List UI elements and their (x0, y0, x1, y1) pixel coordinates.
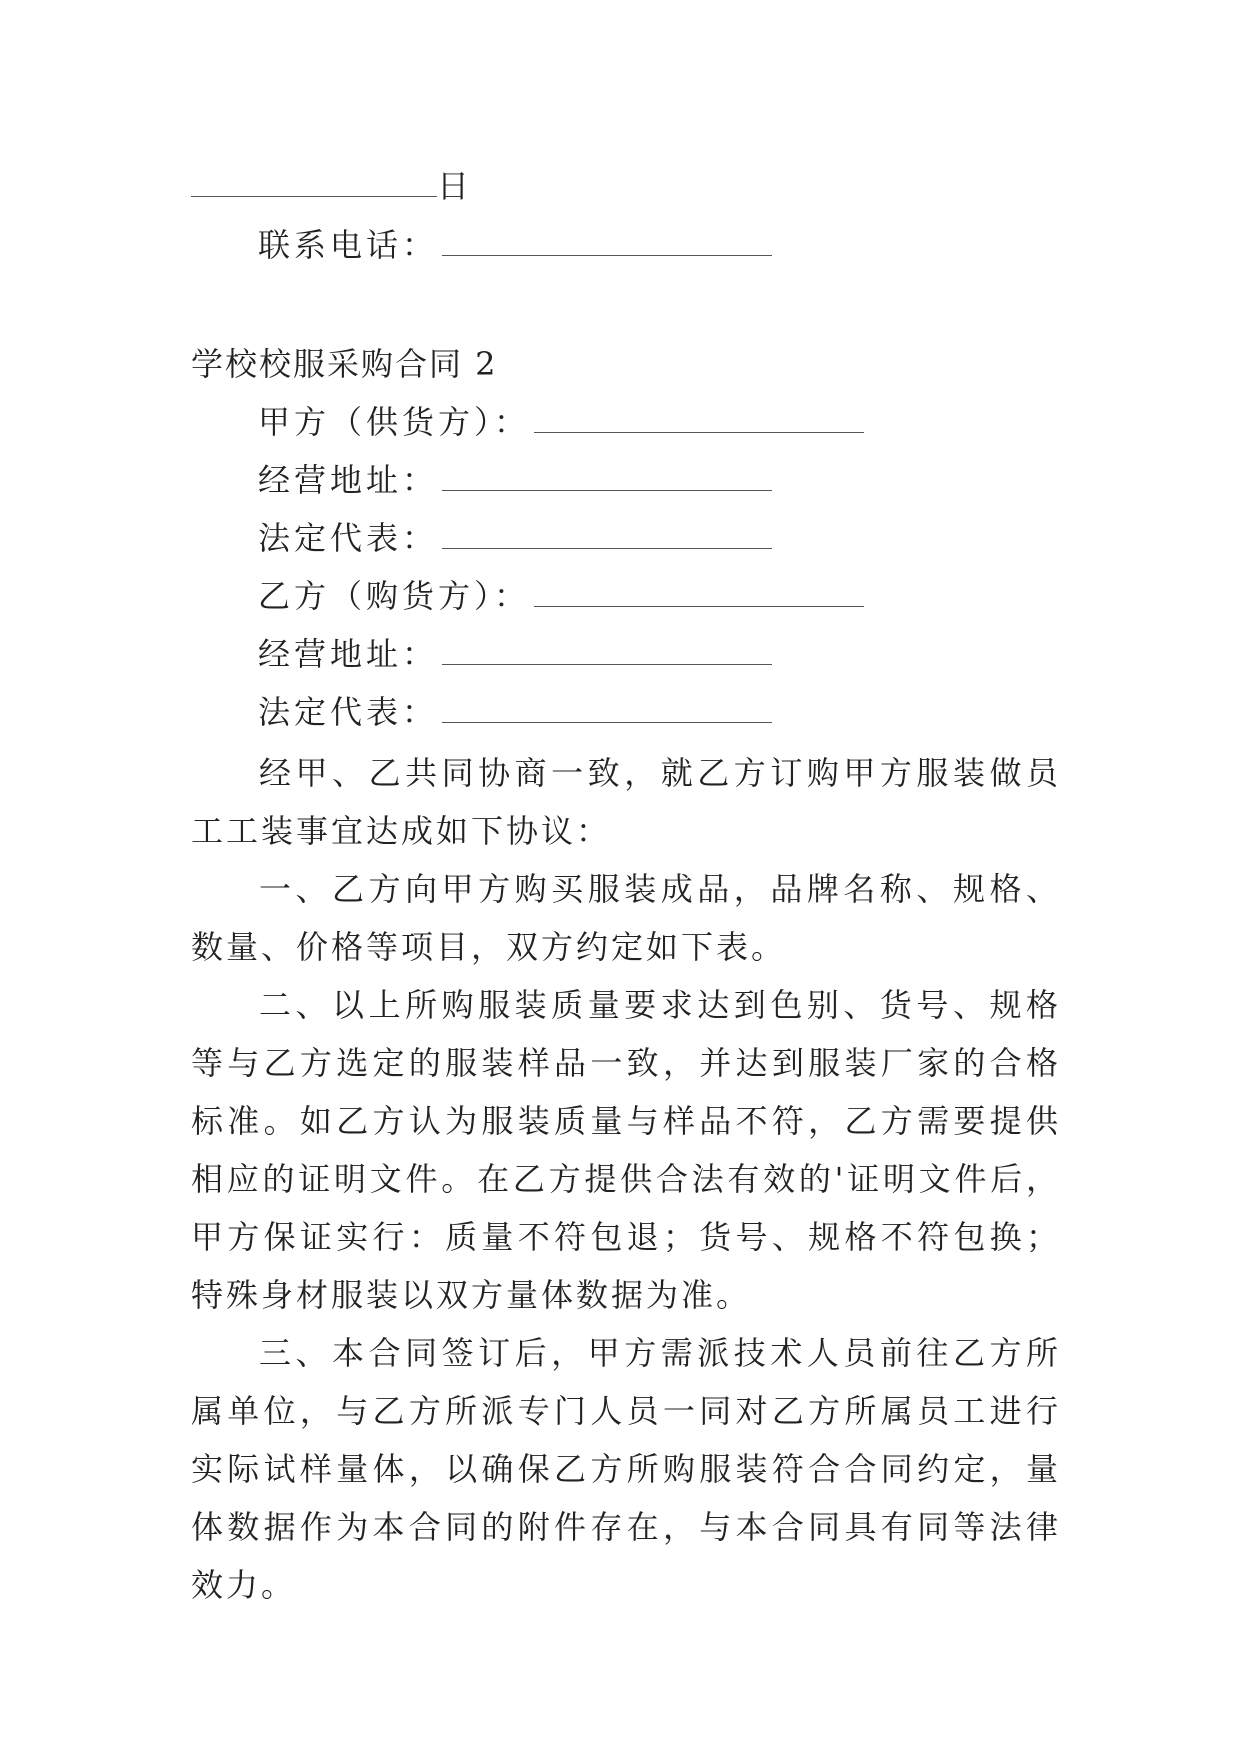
party-b-rep-label: 法定代表： (258, 693, 439, 731)
party-a-rep-label: 法定代表： (258, 519, 439, 557)
phone-blank (442, 227, 772, 256)
party-b-blank (534, 578, 864, 607)
date-line (191, 166, 473, 206)
phone-line (258, 225, 772, 265)
party-a-line (258, 402, 864, 442)
date-blank (191, 168, 437, 197)
paragraph-clause-2: 二、以上所购服装质量要求达到色别、货号、规格等与乙方选定的服装样品一致，并达到服装厂家的合格标准。如乙方认为服装质量与样品不符，乙方需要提供相应的证明文件。在乙方提供合法有效的'证明文件后，甲方保证实行：质量不符包退；货号、规格不符包换；特殊身材服装以双方量体数据为准。 (191, 986, 1061, 1314)
party-a-rep-blank (442, 520, 772, 549)
party-b-rep-line (258, 692, 772, 732)
party-b-address-blank (442, 636, 772, 665)
party-b-address-label: 经营地址： (258, 635, 439, 673)
party-a-rep-line (258, 518, 772, 558)
contract-title: 学校校服采购合同 2 (191, 345, 498, 383)
party-a-label: 甲方（供货方）： (258, 403, 531, 441)
phone-label: 联系电话： (258, 226, 439, 264)
paragraph-clause-3: 三、本合同签订后，甲方需派技术人员前往乙方所属单位，与乙方所派专门人员一同对乙方所属员工进行实际试样量体，以确保乙方所购服装符合合同约定，量体数据作为本合同的附件存在，与本合同具有同等法律效力。 (191, 1334, 1061, 1604)
party-b-address-line (258, 634, 772, 674)
party-b-label: 乙方（购货方）： (258, 577, 531, 615)
party-a-blank (534, 404, 864, 433)
party-a-address-blank (442, 462, 772, 491)
paragraph-clause-1: 一、乙方向甲方购买服装成品，品牌名称、规格、数量、价格等项目，双方约定如下表。 (191, 870, 1061, 966)
party-a-address-label: 经营地址： (258, 461, 439, 499)
party-b-line (258, 576, 864, 616)
party-b-rep-blank (442, 694, 772, 723)
party-a-address-line (258, 460, 772, 500)
day-suffix: 日 (437, 167, 474, 205)
paragraph-intro: 经甲、乙共同协商一致，就乙方订购甲方服装做员工工装事宜达成如下协议： (191, 754, 1061, 850)
